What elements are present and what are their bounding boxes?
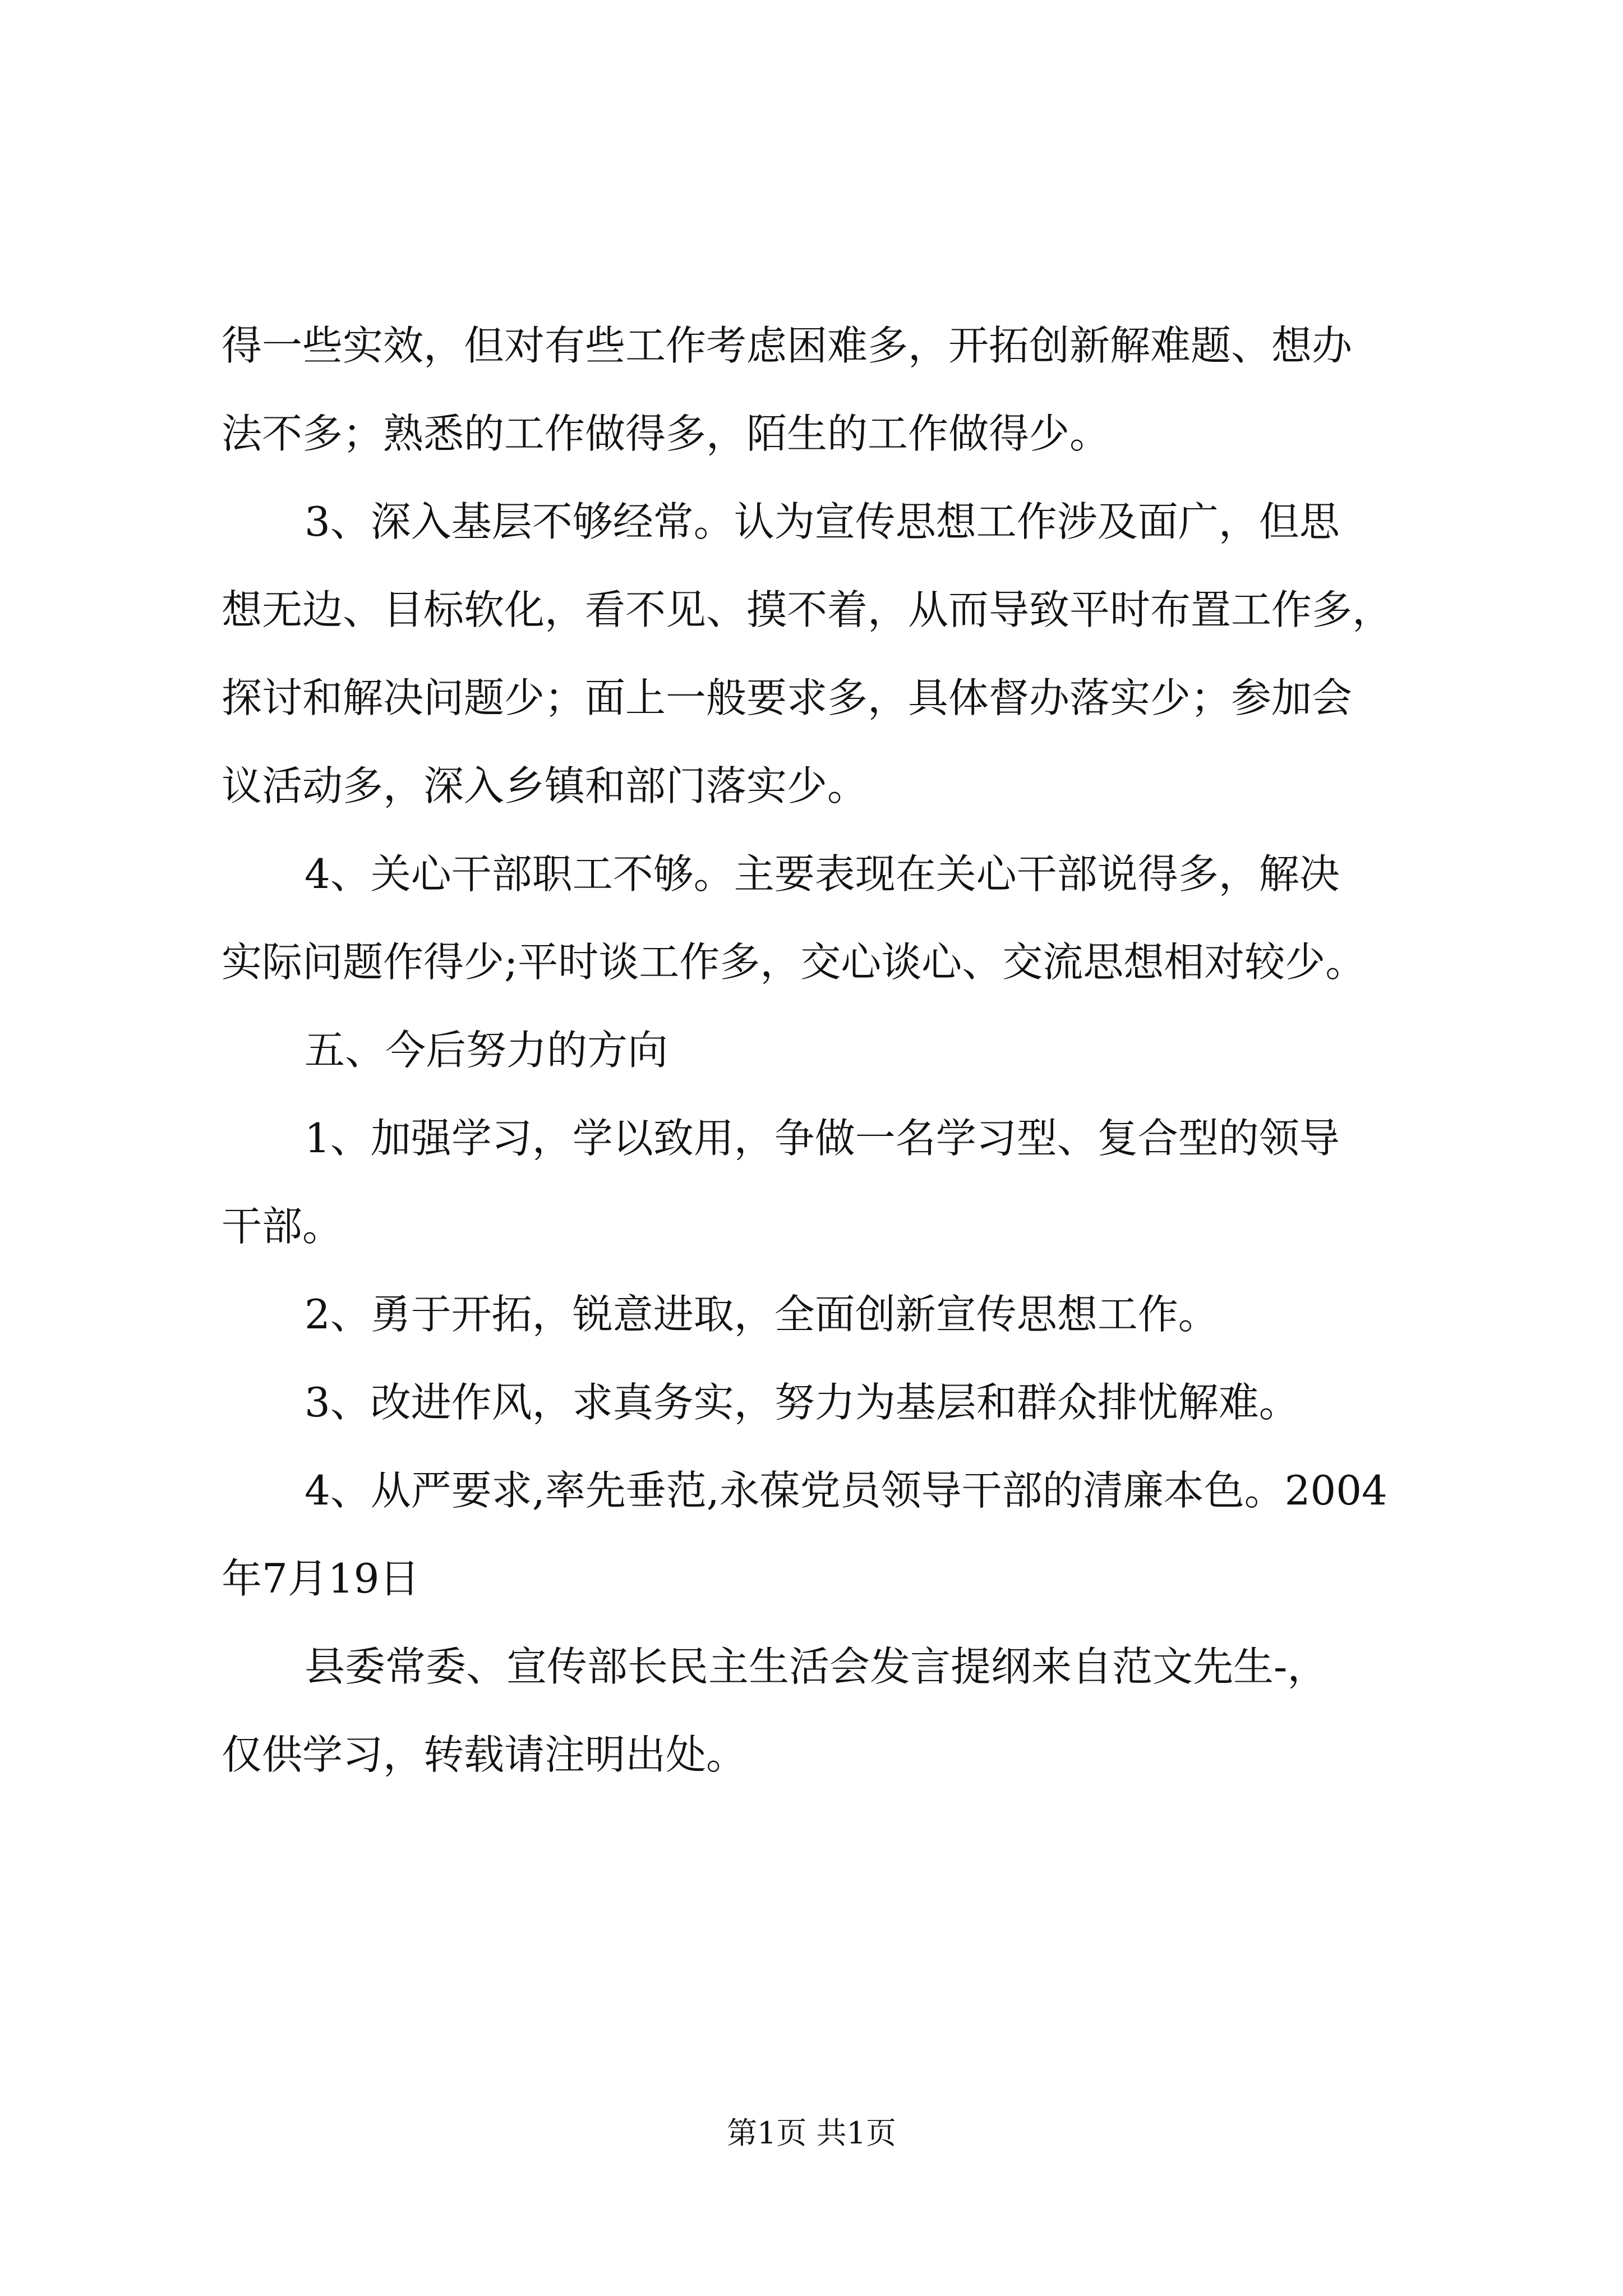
paragraph-line: 4、从严要求,率先垂范,永葆党员领导干部的清廉本色。2004 — [305, 1467, 1387, 1514]
paragraph-line: 得一些实效，但对有些工作考虑困难多，开拓创新解难题、想办 — [222, 322, 1353, 369]
paragraph-line: 议活动多，深入乡镇和部门落实少。 — [222, 762, 868, 809]
paragraph-line: 2、勇于开拓，锐意进取，全面创新宣传思想工作。 — [305, 1291, 1219, 1338]
paragraph-line: 仅供学习，转载请注明出处。 — [222, 1731, 747, 1778]
paragraph-line: 3、深入基层不够经常。认为宣传思想工作涉及面广，但思 — [305, 498, 1340, 545]
section-heading: 五、今后努力的方向 — [305, 1027, 668, 1074]
paragraph-line: 实际问题作得少;平时谈工作多，交心谈心、交流思想相对较少。 — [222, 938, 1366, 986]
paragraph-line: 探讨和解决问题少；面上一般要求多，具体督办落实少；参加会 — [222, 674, 1353, 721]
paragraph-line: 法不多；熟悉的工作做得多，陌生的工作做得少。 — [222, 410, 1110, 457]
page-number-footer: 第1页 共1页 — [727, 2115, 896, 2151]
paragraph-line: 干部。 — [222, 1203, 343, 1250]
date-line: 年7月19日 — [222, 1555, 420, 1602]
paragraph-line: 1、加强学习，学以致用，争做一名学习型、复合型的领导 — [305, 1115, 1340, 1162]
paragraph-line: 想无边、目标软化，看不见、摸不着，从而导致平时布置工作多， — [222, 586, 1393, 633]
paragraph-line: 4、关心干部职工不够。主要表现在关心干部说得多，解决 — [305, 850, 1340, 898]
paragraph-line: 县委常委、宣传部长民主生活会发言提纲来自范文先生-， — [305, 1643, 1328, 1690]
paragraph-line: 3、改进作风，求真务实，努力为基层和群众排忧解难。 — [305, 1379, 1299, 1426]
document-body — [222, 302, 1424, 1799]
